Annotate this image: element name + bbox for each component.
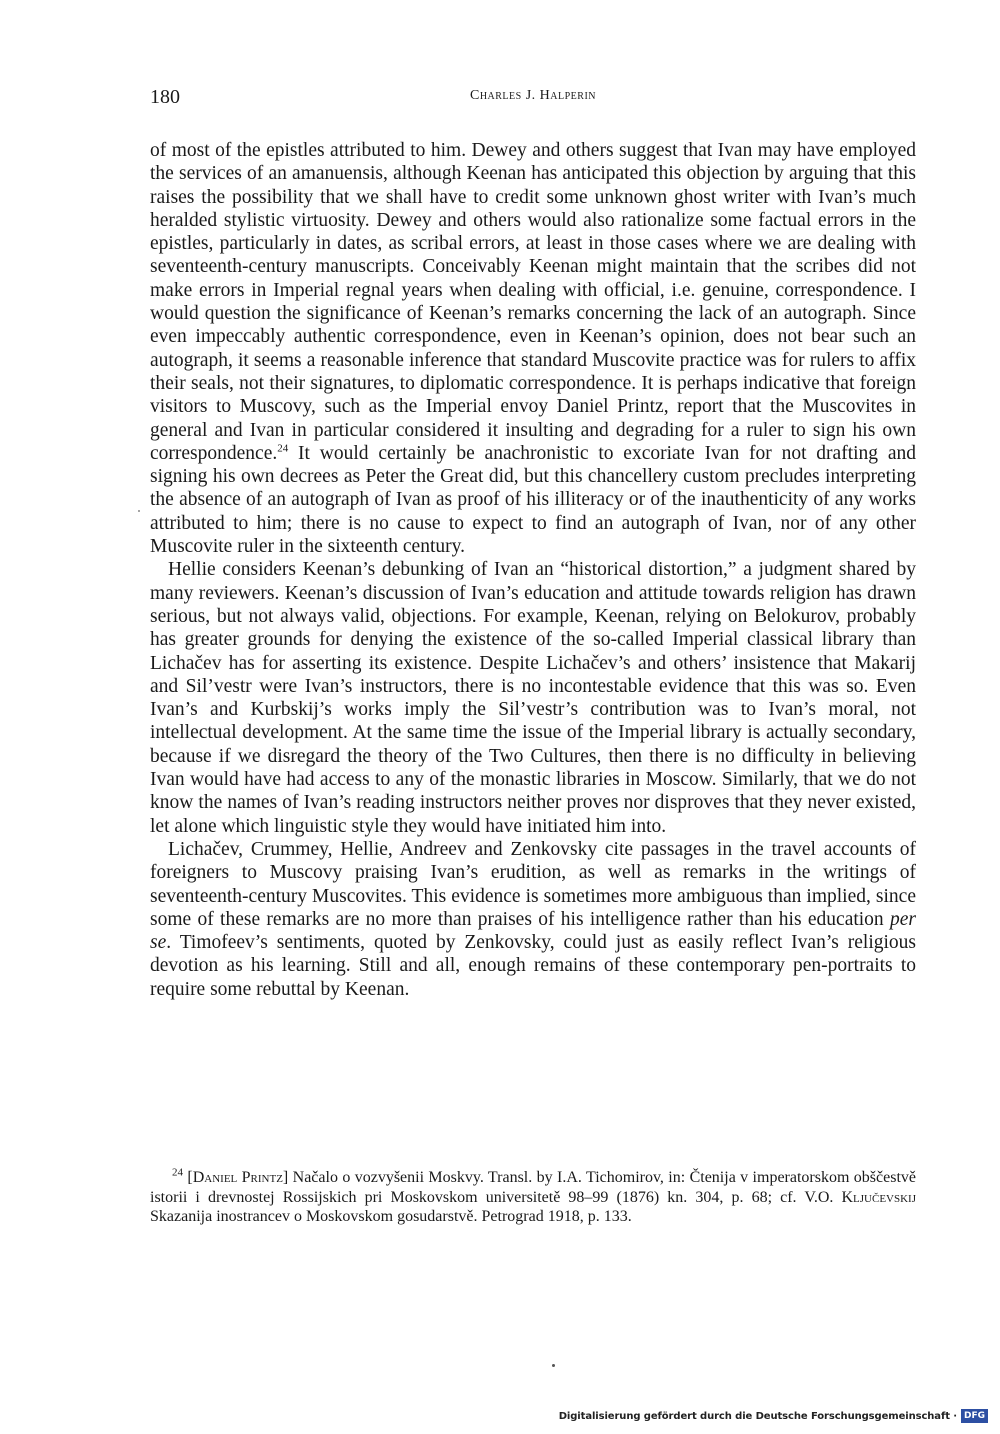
footnote-reference[interactable]: 24 (277, 442, 289, 455)
footnote-author: [Daniel Printz] (187, 1169, 289, 1186)
paragraph-1-part-b: It would certainly be anachronistic to excoriate Ivan for not drafting and signing his own decrees as Peter the Great did, but this chancellery custom precludes interpreting the absence of an autograph of Ivan as proof of his illiteracy or of the inauthenticity of any works attributed to him; there is no cause to expect to find an autograph of Ivan, nor of any other Muscovite ruler in the sixteenth century. (150, 442, 916, 558)
body-text (150, 139, 916, 1001)
paragraph-3-part-a: Lichačev, Crummey, Hellie, Andreev and Zenkovsky cite passages in the travel accounts of foreigners to Muscovy praising Ivan’s erudition, as well as remarks in the writings of seventeenth-century Muscovites. This evidence is sometimes more ambiguous than implied, since some of these remarks are no more than praises of his intelligence rather than his education (150, 838, 916, 930)
paragraph-3-part-b: . Timofeev’s sentiments, quoted by Zenkovsky, could just as easily reflect Ivan’s religious devotion as his learning. Still and all, enough remains of these contemporary pen-portraits to require some rebuttal by Keenan. (150, 932, 916, 1000)
dfg-logo-icon: DFG (961, 1409, 988, 1423)
footnote-text-a: Načalo o vozvyšenii Moskvy. Transl. by I.A. Tichomirov, in: Čtenija v imperatorskom obščestvě istorii i drevnostej Rossijskich pri Moskovskom universitetě 98–99 (1876) kn. 304, p. 68; cf. V.O. (150, 1169, 917, 1206)
paragraph-3-italic: per se (150, 908, 916, 954)
scan-speck (138, 510, 140, 512)
paragraph-1 (150, 139, 916, 558)
paragraph-3 (150, 838, 916, 1001)
funding-notice (559, 1408, 988, 1424)
funding-text: Digitalisierung gefördert durch die Deutsche Forschungsgemeinschaft · (558, 1410, 957, 1422)
running-title: Charles J. Halperin (469, 88, 596, 103)
paragraph-2: Hellie considers Keenan’s debunking of Ivan an “historical distortion,” a judgment shared by many reviewers. Keenan’s discussion of Ivan’s education and attitude towards religion has drawn serious, but not always valid, objections. For example, Keenan, relying on Belokurov, probably has greater grounds for denying the existence of the so-called Imperial classical library than Lichačev has for asserting its existence. Despite Lichačev’s and others’ insistence that Makarij and Sil’vestr were Ivan’s instructors, there is no incontestable evidence that this was so. Even Ivan’s and Kurbskij’s works imply the Sil’vestr’s contribution was to Ivan’s moral, not intellectual development. At the same time the issue of the Imperial library is actually secondary, because if we disregard the theory of the Two Cultures, then there is no difficulty in believing Ivan would have had access to any of the monastic libraries in Moscow. Similarly, that we do not know the names of Ivan’s reading instructors neither proves nor disproves that they never existed, let alone which linguistic style they would have initiated him into. (150, 559, 916, 837)
footnote-author-2: Ključevskij (841, 1188, 916, 1206)
paragraph-1-part-a: of most of the epistles attributed to him. Dewey and others suggest that Ivan may have employed the services of an amanuensis, although Keenan has anticipated this objection by arguing that this raises the possibility that we shall have to credit some unknown ghost writer with Ivan’s much heralded stylistic virtuosity. Dewey and others would also rationalize some factual errors in the epistles, particularly in dates, as scribal errors, at least in those cases where we are dealing with seventeenth-century manuscripts. Conceivably Keenan might maintain that the scribes did not make errors in Imperial regnal years when dealing with official, i.e. genuine, correspondence. I would question the significance of Keenan’s remarks concerning the lack of an autograph. Since even impeccably authentic correspondence, even in Keenan’s opinion, does not bear such an autograph, it seems a reasonable inference that standard Muscovite practice was for rulers to affix their seals, not their signatures, to diplomatic correspondence. It is perhaps indicative that foreign visitors to Muscovy, such as the Imperial envoy Daniel Printz, report that the Muscovites in general and Ivan in particular considered it insulting and degrading for a ruler to sign his own correspondence. (150, 140, 916, 464)
page-number: 180 (150, 86, 180, 108)
footnote-24 (150, 1168, 916, 1227)
footnotes (150, 1168, 916, 1227)
footnote-text-b: Skazanija inostrancev o Moskovskom gosudarstvě. Petrograd 1918, p. 133. (150, 1208, 632, 1225)
running-head (150, 86, 916, 112)
scan-dot (552, 1364, 555, 1367)
footnote-number: 24 (172, 1166, 183, 1179)
